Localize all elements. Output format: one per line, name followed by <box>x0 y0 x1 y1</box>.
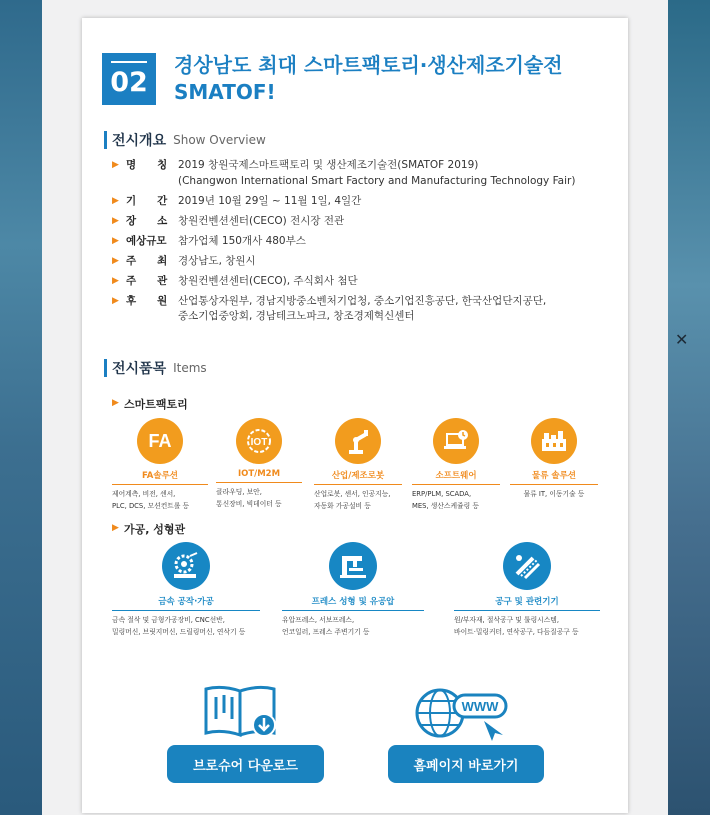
items-heading-en: Items <box>173 361 207 375</box>
item-logistics: 물류 솔루션 물류 IT, 이동기술 등 <box>510 418 598 512</box>
bullet-triangle-icon: ▶ <box>112 295 119 306</box>
overview-row-venue: ▶ 장 소 창원컨벤션센터(CECO) 전시장 전관 <box>112 214 622 230</box>
laptop-icon <box>433 418 479 464</box>
overview-heading-ko: 전시개요 <box>112 133 167 149</box>
svg-text:WWW: WWW <box>461 699 499 714</box>
fa-icon: FA <box>137 418 183 464</box>
section-number: 02 <box>110 67 148 98</box>
svg-text:IOT: IOT <box>250 437 268 448</box>
smart-factory-items <box>112 418 602 512</box>
item-tools: 공구 및 관련기기 원/부자재, 절삭공구 및 툴링시스템, 바이트·밀링커터, 연삭공구, 다듬질공구 등 <box>454 542 600 638</box>
homepage-link-button[interactable]: 홈페이지 바로가기 <box>388 745 544 783</box>
factory-icon <box>531 418 577 464</box>
item-software: 소프트웨어 ERP/PLM, SCADA, MES, 생산스케쥴링 등 <box>412 418 500 512</box>
overview-row-organizer: ▶ 주 관 창원컨벤션센터(CECO), 주식회사 첨단 <box>112 274 622 290</box>
brochure-download-button[interactable]: 브로슈어 다운로드 <box>167 745 324 783</box>
page-panel <box>42 0 668 815</box>
iot-icon <box>236 418 282 464</box>
overview-list <box>112 158 622 329</box>
tools-icon <box>503 542 551 590</box>
overview-row-sponsor: ▶ 후 원 산업통상자원부, 경남지방중소벤처기업청, 중소기업진흥공단, 한국산업단지공단, 중소기업중앙회, 경남테크노파크, 창조경제혁신센터 <box>112 294 622 325</box>
homepage-globe-icon <box>412 683 512 751</box>
overview-row-host: ▶ 주 최 경상남도, 창원시 <box>112 254 622 270</box>
overview-row-period: ▶ 기 간 2019년 10월 29일 ~ 11월 1일, 4일간 <box>112 194 622 210</box>
bullet-triangle-icon: ▶ <box>112 398 119 409</box>
bullet-triangle-icon: ▶ <box>112 255 119 266</box>
page-title <box>174 52 563 106</box>
bullet-triangle-icon: ▶ <box>112 195 119 206</box>
bullet-triangle-icon: ▶ <box>112 160 119 170</box>
bullet-triangle-icon: ▶ <box>112 235 119 246</box>
item-metal-working: 금속 공작·가공 금속 절삭 및 금형가공장비, CNC선반, 밀링머신, 브릿지머신, 드릴링머신, 연삭기 등 <box>112 542 260 638</box>
bullet-triangle-icon: ▶ <box>112 215 119 226</box>
items-heading-ko: 전시품목 <box>112 361 167 377</box>
brochure-download-icon <box>202 683 282 747</box>
item-fa-solution: FA FA솔루션 제어계측, 비전, 센서, PLC, DCS, 모션컨트롤 등 <box>112 418 208 512</box>
machining-subheading: ▶ 가공, 성형관 <box>112 523 186 536</box>
title-line-1: 경상남도 최대 스마트팩토리·생산제조기술전 <box>174 53 563 77</box>
bullet-triangle-icon: ▶ <box>112 275 119 286</box>
background-right-strip <box>668 0 710 815</box>
smart-factory-subheading: ▶ 스마트팩토리 <box>112 398 188 411</box>
machining-items <box>112 542 602 638</box>
title-line-2: SMATOF! <box>174 80 276 104</box>
items-heading <box>104 358 207 378</box>
overview-heading-en: Show Overview <box>173 133 266 147</box>
overview-row-name: ▶ 명 칭 2019 창원국제스마트팩토리 및 생산제조기술전(SMATOF 2019) (Changwon International Smart Factory and Manufacturing Technology Fair) <box>112 158 622 189</box>
background-x-mark: ✕ <box>675 330 689 349</box>
bullet-triangle-icon: ▶ <box>112 523 119 534</box>
section-number-badge <box>102 53 156 105</box>
robot-arm-icon <box>335 418 381 464</box>
item-iot-m2m: IOT IOT/M2M 클라우딩, 보안, 통신장비, 빅데이터 등 <box>216 418 302 512</box>
overview-row-scale: ▶ 예상규모 참가업체 150개사 480부스 <box>112 234 622 250</box>
overview-heading <box>104 130 266 150</box>
item-press-forming: 프레스 성형 및 유공압 유압프레스, 서보프레스, 언코일러, 프레스 주변기기 등 <box>282 542 424 638</box>
content-card <box>82 18 628 813</box>
background-left-strip <box>0 0 42 815</box>
item-industrial-robot: 산업/제조로봇 산업로봇, 센서, 인공지능, 자동화 가공설비 등 <box>314 418 402 512</box>
press-icon <box>329 542 377 590</box>
saw-icon <box>162 542 210 590</box>
